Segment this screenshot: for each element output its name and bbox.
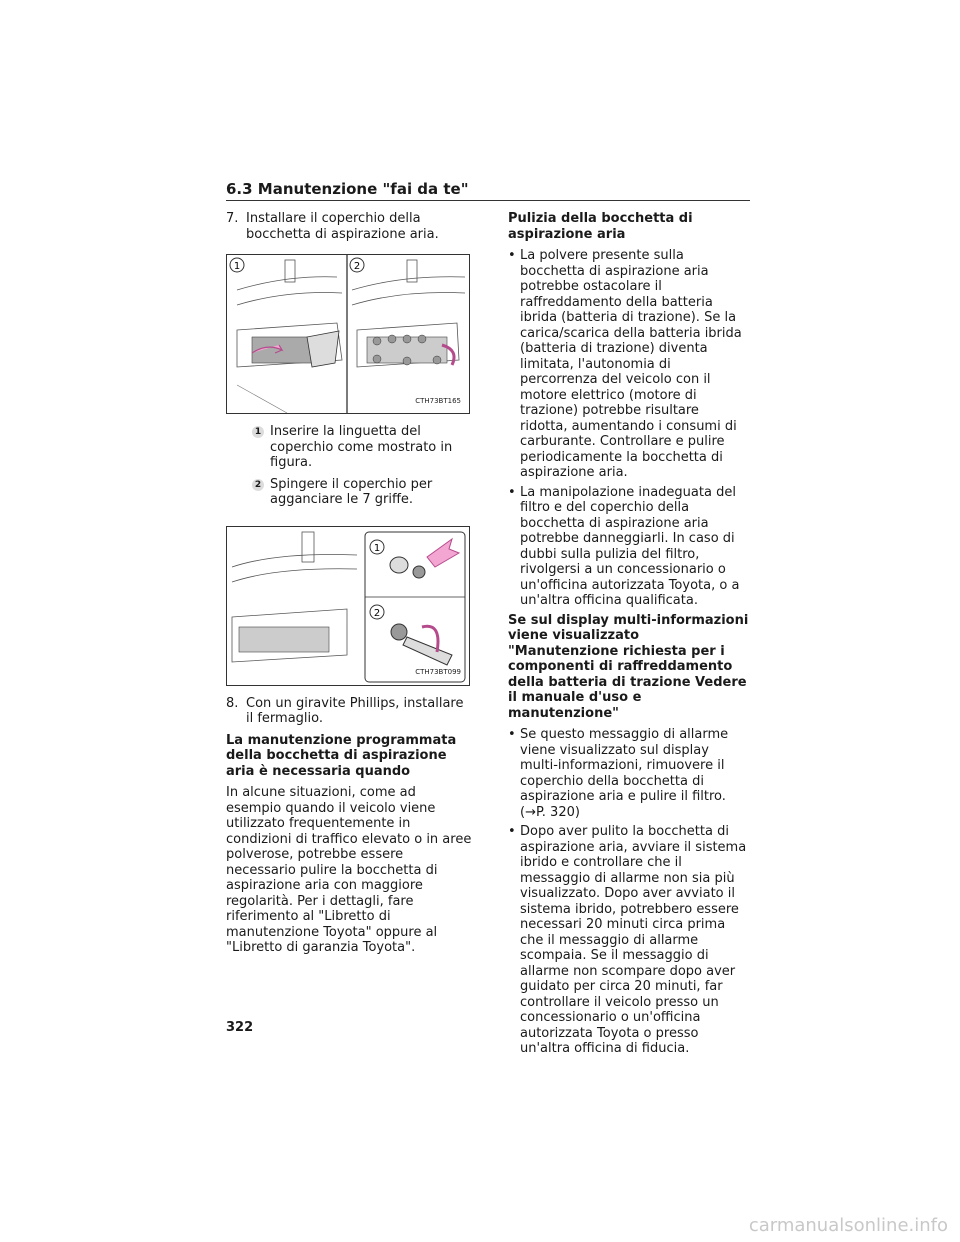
list-item bbox=[508, 485, 750, 609]
bullet-char: • bbox=[508, 824, 516, 839]
paragraph-scheduled-maintenance: In alcune situazioni, come ad esempio quando il veicolo viene utilizzato frequentemente in condizioni di traffico elevato o in aree polverose, potrebbe essere necessario pulire la bocchetta di aspirazione aria con maggiore regolarità. Per i dettagli, fare riferimento al "Libretto di manutenzione Toyota" oppure al "Libretto di garanzia Toyota". bbox=[226, 785, 472, 955]
header-divider bbox=[226, 200, 750, 201]
fig1-label-1: 1 bbox=[233, 261, 241, 272]
right-column bbox=[508, 211, 750, 1061]
substep-text: Spingere il coperchio per agganciare le 7 griffe. bbox=[270, 476, 433, 507]
figure-cover-install bbox=[226, 254, 470, 414]
substep-badge: 2 bbox=[252, 479, 264, 491]
fig2-label-2: 2 bbox=[373, 607, 381, 619]
cover-install-illustration bbox=[227, 255, 469, 413]
figure-code: CTH73BT165 bbox=[415, 396, 461, 405]
heading-scheduled-maintenance: La manutenzione programmata della bocchetta di aspirazione aria è necessaria quando bbox=[226, 732, 457, 779]
left-column bbox=[226, 211, 474, 962]
substep-badge: 1 bbox=[252, 426, 264, 438]
bullet-char: • bbox=[508, 248, 516, 263]
substep-2 bbox=[226, 477, 474, 508]
step-text: Installare il coperchio della bocchetta di aspirazione aria. bbox=[246, 211, 439, 242]
step-number: 7. bbox=[226, 211, 239, 226]
step-text: Con un giravite Phillips, installare il fermaglio. bbox=[246, 695, 464, 726]
bullet-char: • bbox=[508, 727, 516, 742]
figure-clip-install bbox=[226, 526, 470, 686]
section-title: 6.3 Manutenzione "fai da te" bbox=[226, 180, 469, 198]
fig2-label-1: 1 bbox=[373, 542, 381, 554]
list-item-text: Se questo messaggio di allarme viene visualizzato sul display multi-informazioni, rimuovere il coperchio della bocchetta di aspirazione aria e pulire il filtro. (→P. 320) bbox=[520, 727, 729, 820]
substep-text: Inserire la linguetta del coperchio come mostrato in figura. bbox=[270, 424, 453, 470]
fig1-label-2: 2 bbox=[353, 261, 361, 272]
list-item-text: La polvere presente sulla bocchetta di aspirazione aria potrebbe ostacolare il raffreddamento della batteria ibrida (batteria di trazione). Se la carica/scarica della batteria ibrida (batteria di trazione) diventa limitata, l'autonomia di percorrenza del veicolo con il motore elettrico (motore di trazione) potrebbe risultare ridotta, aumentando i consumi di carburante. Controllare e pulire periodicamente la bocchetta di aspirazione aria. bbox=[520, 248, 742, 480]
list-item bbox=[508, 727, 750, 820]
substep-1 bbox=[226, 424, 474, 471]
clip-install-illustration bbox=[227, 527, 469, 685]
list-item bbox=[508, 824, 750, 1057]
step-number: 8. bbox=[226, 695, 239, 711]
step-7 bbox=[226, 211, 474, 242]
step-8 bbox=[226, 696, 474, 727]
figure-code: CTH73BT099 bbox=[415, 668, 461, 676]
list-item-text: Dopo aver pulito la bocchetta di aspirazione aria, avviare il sistema ibrido e controllare che il messaggio di allarme non sia più visualizzato. Dopo aver avviato il sistema ibrido, potrebbero essere necessari 20 minuti circa prima che il messaggio di allarme scompaia. Se il messaggio di allarme non scompare dopo aver guidato per circa 20 minuti, far controllare il veicolo presso un concessionario o un'officina autorizzata Toyota o presso un'altra officina di fiducia. bbox=[520, 824, 747, 1056]
bullet-char: • bbox=[508, 484, 516, 500]
heading-warning-message: Se sul display multi-informazioni viene visualizzato "Manutenzione richiesta per i componenti di raffreddamento della batteria di trazione Vedere il manuale d'uso e manutenzione" bbox=[508, 612, 749, 721]
heading-cleaning: Pulizia della bocchetta di aspirazione aria bbox=[508, 211, 693, 242]
watermark: carmanualsonline.info bbox=[748, 1215, 948, 1236]
page-number: 322 bbox=[226, 1020, 254, 1035]
list-item bbox=[508, 248, 750, 481]
list-item-text: La manipolazione inadeguata del filtro e del coperchio della bocchetta di aspirazione aria potrebbe danneggiarli. In caso di dubbi sulla pulizia del filtro, rivolgersi a un concessionario o un'officina autorizzata Toyota, o a un'altra officina qualificata. bbox=[520, 484, 740, 608]
